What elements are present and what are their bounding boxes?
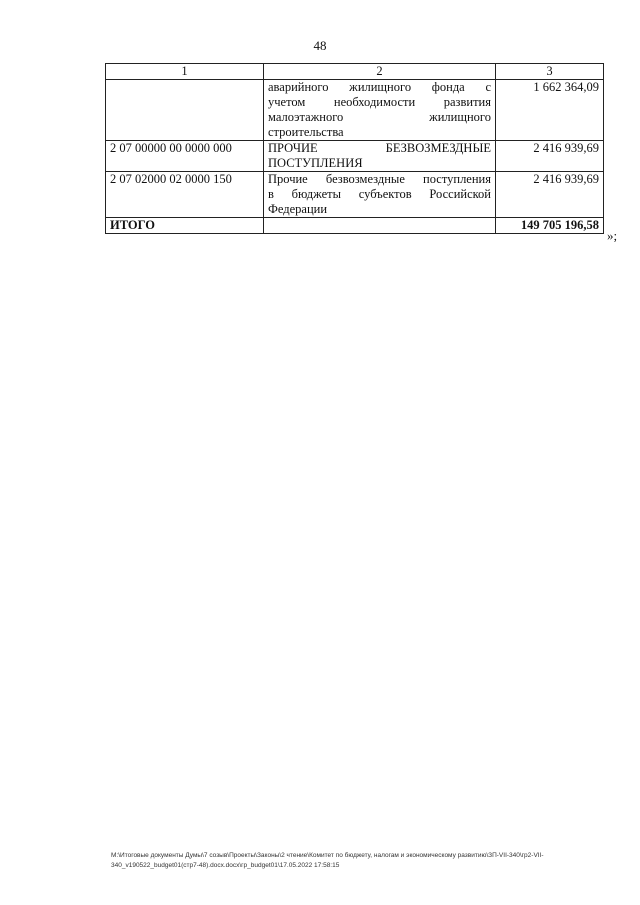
- total-label: ИТОГО: [106, 218, 264, 234]
- table-row: [106, 141, 604, 172]
- budget-table: [105, 63, 604, 234]
- page-number: 48: [313, 38, 327, 53]
- row-description: [264, 172, 496, 218]
- table-row-continuation: [106, 80, 604, 141]
- row-description-line: учетом необходимости развития: [268, 95, 491, 109]
- row-description-line: малоэтажного жилищного: [268, 110, 491, 124]
- closing-quote-mark: »;: [607, 228, 618, 243]
- row-description-line: ПОСТУПЛЕНИЯ: [268, 156, 363, 170]
- row-code: 2 07 02000 02 0000 150: [106, 172, 264, 218]
- total-empty-cell: [264, 218, 496, 234]
- table-total-row: [106, 218, 604, 234]
- row-description: [264, 80, 496, 141]
- row-description-line: в бюджеты субъектов Российской: [268, 187, 491, 201]
- footer-line: М:\Итоговые документы Думы\7 созыв\Проекты\Законы\2 чтение\Комитет по бюджету, налогам и экономическому развитию\ЗП-VII-340\гр2-VII-: [111, 852, 544, 859]
- row-code: [106, 80, 264, 141]
- row-description-line: аварийного жилищного фонда с: [268, 80, 491, 94]
- column-header-1: 1: [106, 64, 264, 80]
- file-path-footer: [111, 851, 616, 871]
- footer-line: 340_v190522_budget01(стр7-48).docx.docx\гр_budget01\17.05.2022 17:58:15: [111, 862, 340, 869]
- row-code: 2 07 00000 00 0000 000: [106, 141, 264, 172]
- row-amount: 1 662 364,09: [496, 80, 604, 141]
- column-header-3: 3: [496, 64, 604, 80]
- table-row: [106, 172, 604, 218]
- row-amount: 2 416 939,69: [496, 172, 604, 218]
- row-description-line: ПРОЧИЕ БЕЗВОЗМЕЗДНЫЕ: [268, 141, 491, 155]
- column-header-2: 2: [264, 64, 496, 80]
- table-header-row: [106, 64, 604, 80]
- row-description-line: Федерации: [268, 202, 328, 216]
- row-description-line: Прочие безвозмездные поступления: [268, 172, 491, 186]
- row-description: [264, 141, 496, 172]
- row-amount: 2 416 939,69: [496, 141, 604, 172]
- row-description-line: строительства: [268, 125, 344, 139]
- total-amount: 149 705 196,58: [496, 218, 604, 234]
